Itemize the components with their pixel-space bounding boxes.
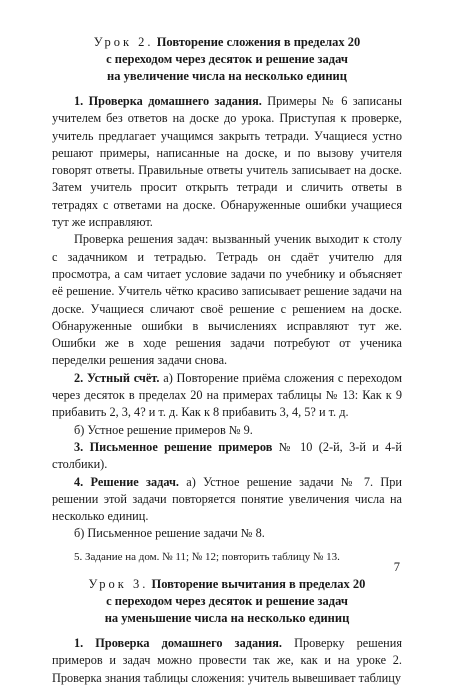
lesson-2-paragraph-written-examples <box>52 439 402 474</box>
lesson-2-section <box>52 34 402 566</box>
page-number: 7 <box>393 560 400 574</box>
lesson-2-homework-text: Примеры № 6 записаны учителем без ответов на доске до урока. Приступая к проверке, учитель предлагает учащимся закрыть тетради. Учащиеся устно решают примеры, написанные на доске, и по вызову учителя говорят ответы. Правильные ответы учитель записывает на доске. Затем учитель просит открыть тетради и сличить ответы в тетрадях с ответами на доске. Обнаруженные ошибки учащиеся тут же исправляют. <box>52 94 402 230</box>
lesson-3-title-line-1: Повторение вычитания в пределах 20 <box>151 577 366 592</box>
lesson-3-paragraph-homework <box>52 635 402 687</box>
lesson-3-label: Урок 3. <box>88 577 149 592</box>
lesson-2-paragraph-task-check: Проверка решения задач: вызванный ученик выходит к столу с задачником и тетрадью. Тетрадь он сдаёт учителю для просмотра, а сам читает условие задачи по учебнику и объясняет её решение. Учитель чётко красиво записывает решение задачи на доске. Учащиеся сличают своё решение с решением на доске. Обнаруженные ошибки в вычислениях исправляют тут же. Ошибки же в ходе решения задачи потребуют от ученика переделки решения задачи снова. <box>52 232 402 368</box>
lesson-2-task-solving-heading: 4. Решение задач. <box>74 474 179 489</box>
lesson-2-title-line-3: на увеличение числа на несколько единиц <box>107 69 347 83</box>
lesson-3-title-line-3: на уменьшение числа на несколько единиц <box>104 611 350 626</box>
lesson-3-title-line-2: с переходом через десяток и решение задач <box>106 594 348 609</box>
lesson-2-paragraph-task-solving <box>52 474 402 526</box>
lesson-2-homework-heading: 1. Проверка домашнего задания. <box>74 94 262 108</box>
lesson-2-paragraph-written-task: б) Письменное решение задачи № 8. <box>74 526 265 541</box>
lesson-2-title-line-2: с переходом через десяток и решение задач <box>106 52 348 66</box>
lesson-2-written-examples-text: № 10 (2-й, 3-й и 4-й столбики). <box>52 439 402 472</box>
lesson-3-homework-text: Проверку решения примеров и задач можно провести так же, как и на уроке 2. Проверка знания таблицы сложения: учитель вывешивает таблицу <box>52 636 402 685</box>
lesson-2-paragraph-oral-examples: б) Устное решение примеров № 9. <box>74 422 253 437</box>
lesson-2-paragraph-homework <box>52 93 402 231</box>
lesson-2-paragraph-oral-count <box>52 370 402 422</box>
lesson-3-section <box>52 576 402 687</box>
lesson-2-label: Урок 2. <box>93 35 154 49</box>
lesson-2-paragraph-homework-assignment: 5. Задание на дом. № 11; № 12; повторить таблицу № 13. <box>74 550 340 563</box>
lesson-2-oral-count-text: а) Повторение приёма сложения с переходом через десяток в пределах 20 на примерах таблицы № 13: Как к 9 прибавить 2, 3, 4? и т. д. Как к 8 прибавить 3, 4, 5? и т. д. <box>52 370 402 420</box>
lesson-2-written-examples-heading: 3. Письменное решение примеров <box>74 439 273 454</box>
lesson-2-task-solving-text: а) Устное решение задачи № 7. При решении этой задачи повторяется понятие увеличения числа на несколько единиц. <box>52 474 402 524</box>
page-content <box>52 34 402 697</box>
lesson-2-oral-count-heading: 2. Устный счёт. <box>74 370 160 385</box>
lesson-3-heading <box>52 576 402 627</box>
lesson-2-title-line-1: Повторение сложения в пределах 20 <box>156 35 361 49</box>
lesson-2-heading <box>52 34 402 85</box>
lesson-3-homework-heading: 1. Проверка домашнего задания. <box>74 636 282 651</box>
